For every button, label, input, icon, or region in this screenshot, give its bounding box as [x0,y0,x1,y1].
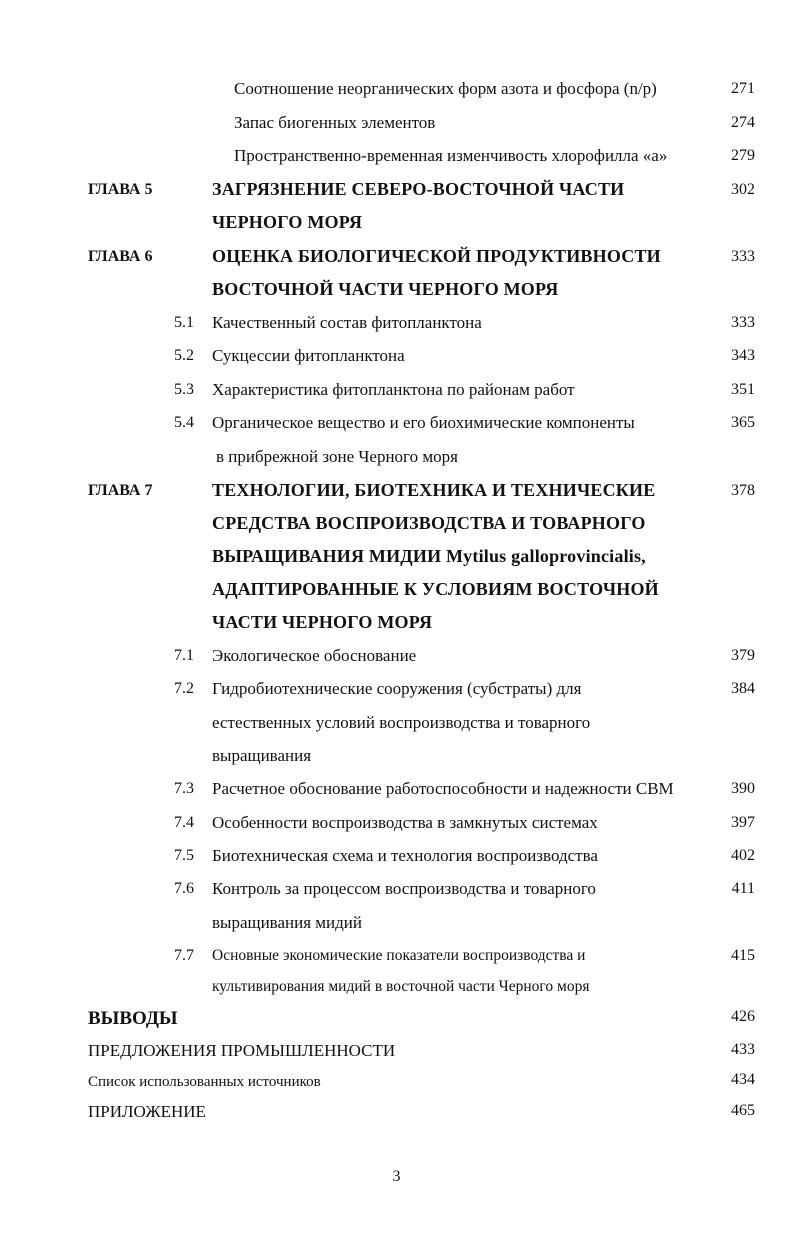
section-number: 5.3 [174,381,194,398]
chapter-title-line: ВОСТОЧНОЙ ЧАСТИ ЧЕРНОГО МОРЯ [212,279,559,299]
toc-entry-page: 274 [731,114,755,131]
section-title: Контроль за процессом воспроизводства и товарного [212,879,596,898]
conclusions-page: 426 [731,1008,755,1025]
toc-entry-page: 271 [731,80,755,97]
section-number: 7.6 [174,880,194,897]
section-page: 343 [731,347,755,364]
toc-entry-text: Пространственно-временная изменчивость хлорофилла «а» [234,146,668,165]
appendix-page: 465 [731,1102,755,1119]
section-page: 397 [731,814,755,831]
section-title: Особенности воспроизводства в замкнутых системах [212,813,598,832]
section-number: 5.2 [174,347,194,364]
section-number: 7.7 [174,947,194,964]
section-number: 5.1 [174,314,194,331]
section-title: Сукцессии фитопланктона [212,346,405,365]
chapter-page: 378 [731,482,755,499]
section-title-cont: культивирования мидий в восточной части Черного моря [212,978,590,995]
section-number: 7.3 [174,780,194,797]
chapter-label: ГЛАВА 6 [88,248,153,265]
chapter-title-line: АДАПТИРОВАННЫЕ К УСЛОВИЯМ ВОСТОЧНОЙ [212,579,659,599]
chapter-page: 302 [731,181,755,198]
page-number: 3 [392,1168,401,1185]
proposals-heading: ПРЕДЛОЖЕНИЯ ПРОМЫШЛЕННОСТИ [88,1041,396,1060]
section-title: Основные экономические показатели воспроизводства и [212,947,586,964]
chapter-title-line: ТЕХНОЛОГИИ, БИОТЕХНИКА И ТЕХНИЧЕСКИЕ [212,480,656,500]
section-title: Органическое вещество и его биохимические компоненты [212,413,635,432]
section-title-cont: в прибрежной зоне Черного моря [216,447,458,466]
section-page: 411 [731,880,755,897]
chapter-title-line: ЧАСТИ ЧЕРНОГО МОРЯ [212,612,433,632]
section-title: Качественный состав фитопланктона [212,313,482,332]
chapter-title-line: ЗАГРЯЗНЕНИЕ СЕВЕРО-ВОСТОЧНОЙ ЧАСТИ [212,179,625,199]
section-page: 333 [731,314,755,331]
section-number: 7.5 [174,847,194,864]
chapter-title-line: ВЫРАЩИВАНИЯ МИДИИ Mytilus galloprovincialis, [212,546,646,566]
section-title: Характеристика фитопланктона по районам работ [212,380,575,399]
section-title-cont: выращивания мидий [212,913,362,932]
chapter-title-line: ОЦЕНКА БИОЛОГИЧЕСКОЙ ПРОДУКТИВНОСТИ [212,246,661,266]
section-page: 402 [731,847,755,864]
section-page: 415 [731,947,755,964]
section-page: 351 [731,381,755,398]
section-page: 365 [731,414,755,431]
chapter-label: ГЛАВА 7 [88,482,153,499]
references-heading: Список использованных источников [88,1074,321,1090]
section-title-cont: выращивания [212,746,312,765]
section-title: Гидробиотехнические сооружения (субстраты) для [212,679,582,698]
section-number: 5.4 [174,414,194,431]
section-page: 390 [731,780,755,797]
section-page: 384 [731,680,755,697]
appendix-heading: ПРИЛОЖЕНИЕ [88,1102,206,1121]
toc-entry-text: Соотношение неорганических форм азота и фосфора (n/p) [234,79,657,98]
chapter-title-line: ЧЕРНОГО МОРЯ [212,212,363,232]
chapter-label: ГЛАВА 5 [88,181,153,198]
conclusions-heading: ВЫВОДЫ [88,1008,178,1029]
proposals-page: 433 [731,1041,755,1058]
toc-entry-page: 279 [731,147,755,164]
section-number: 7.2 [174,680,194,697]
toc-entry-text: Запас биогенных элементов [234,113,436,132]
chapter-title-line: СРЕДСТВА ВОСПРОИЗВОДСТВА И ТОВАРНОГО [212,513,646,533]
section-number: 7.1 [174,647,194,664]
section-page: 379 [731,647,755,664]
section-number: 7.4 [174,814,194,831]
chapter-page: 333 [731,248,755,265]
section-title: Экологическое обоснование [212,646,417,665]
section-title-cont: естественных условий воспроизводства и товарного [212,713,591,732]
section-title: Расчетное обоснование работоспособности и надежности СВМ [212,779,674,798]
references-page: 434 [731,1071,755,1088]
section-title: Биотехническая схема и технология воспроизводства [212,846,598,865]
